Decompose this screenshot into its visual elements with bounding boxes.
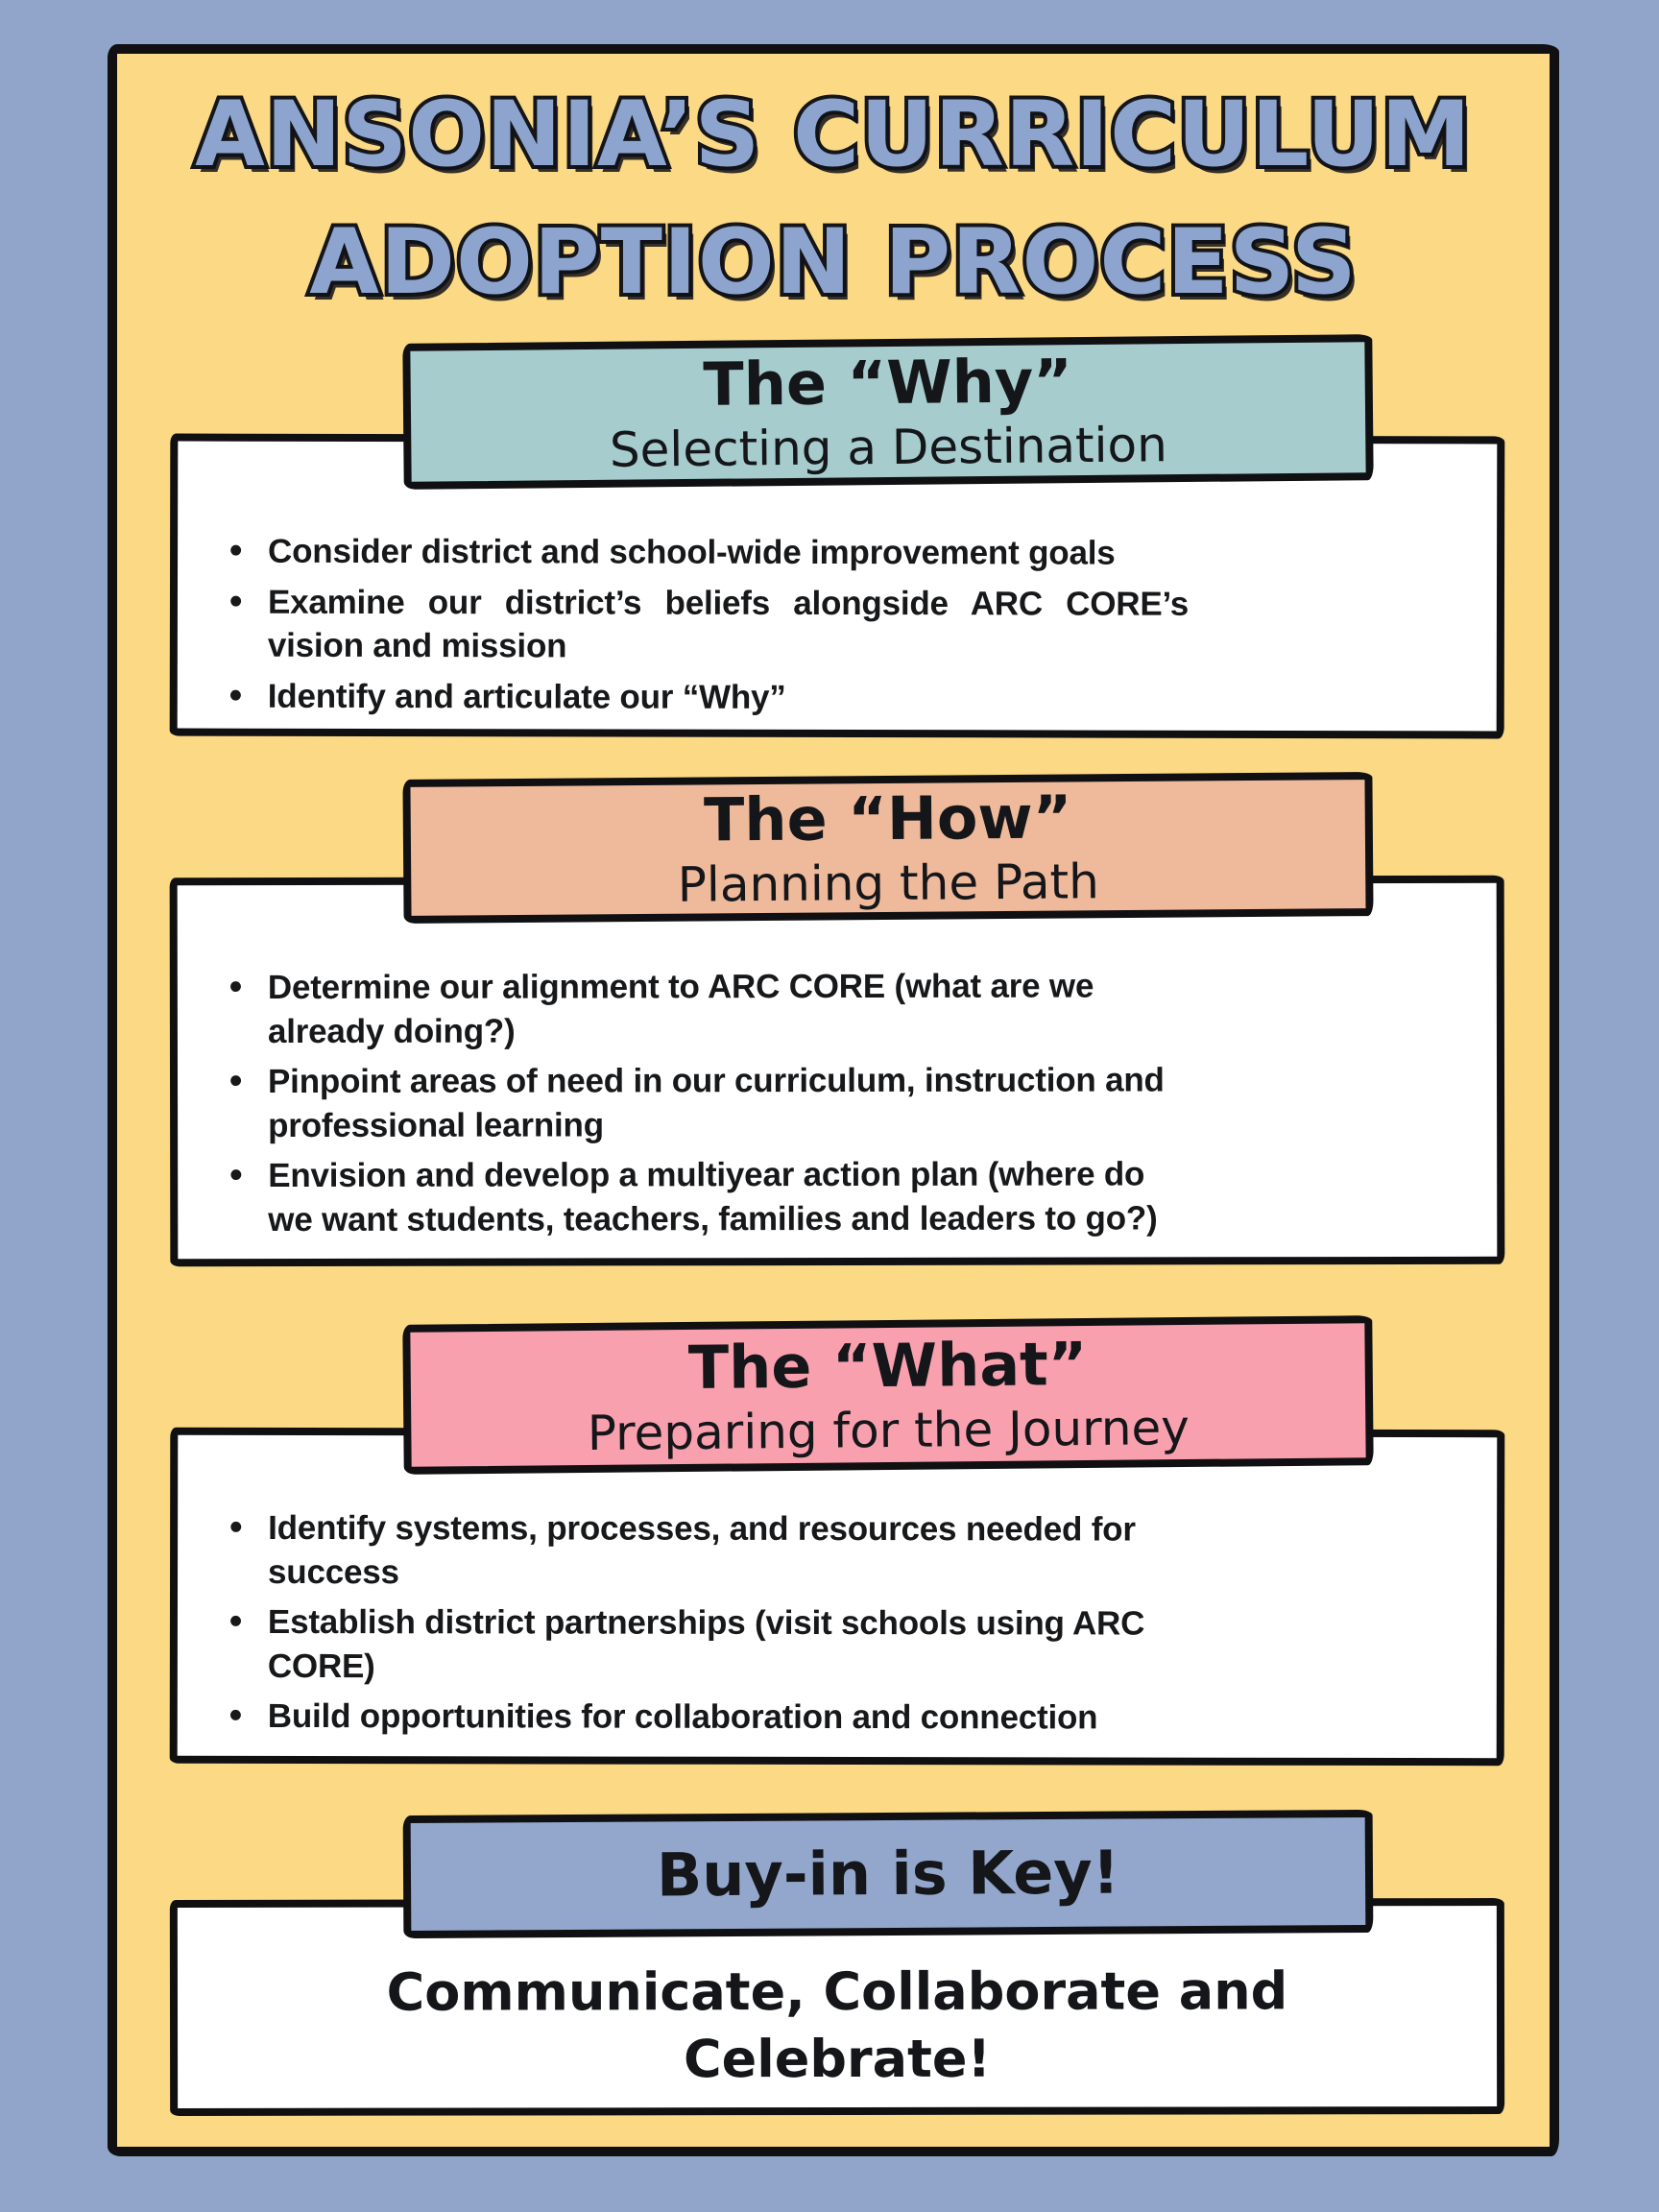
section-how-content-box [170,876,1505,1266]
closing-message: Communicate, Collaborate and Celebrate! [386,1960,1288,2090]
yellow-card [108,44,1559,2156]
bullet-item: • Build opportunities for collaboration and connection [226,1695,1468,1741]
section-why-bullet-list [226,530,1468,721]
bullet-item: • Envision and develop a multiyear action plan (where do we want students, teachers, families and leaders to go?) [226,1152,1468,1241]
poster-title-line2: ADOPTION PROCESS [309,210,1358,316]
section-buyin-title: Buy-in is Key! [656,1837,1120,1911]
bullet-item: • Pinpoint areas of need in our curriculum, instruction and professional learning [226,1058,1468,1147]
section-how-subtitle: Planning the Path [677,854,1100,913]
bullet-item: • Identify and articulate our “Why” [226,674,1468,720]
section-what-header [402,1315,1373,1475]
bullet-item: • Determine our alignment to ARC CORE (what are we already doing?) [226,964,1468,1053]
section-what-title: The “What” [687,1328,1088,1403]
section-how-header [402,772,1373,924]
section-what-subtitle: Preparing for the Journey [587,1399,1190,1461]
bullet-item: • Establish district partnerships (visit schools using ARC CORE) [226,1600,1468,1690]
poster-title-line1: ANSONIA’S CURRICULUM [195,83,1472,187]
section-why-title: The “Why” [703,345,1073,420]
section-buyin-header [403,1810,1374,1938]
poster-title [117,71,1550,327]
section-why-subtitle: Selecting a Destination [609,417,1168,478]
bullet-item: • Examine our district’s beliefs alongside ARC CORE’s vision and mission [226,580,1468,670]
section-why-header [402,334,1373,490]
section-what-content-box [170,1428,1505,1766]
bullet-item: • Identify systems, processes, and resources needed for success [226,1506,1468,1596]
bullet-item: • Consider district and school-wide improvement goals [226,530,1468,576]
section-how-title: The “How” [703,781,1072,855]
section-what-bullet-list [226,1506,1468,1741]
section-how-bullet-list [226,964,1468,1241]
